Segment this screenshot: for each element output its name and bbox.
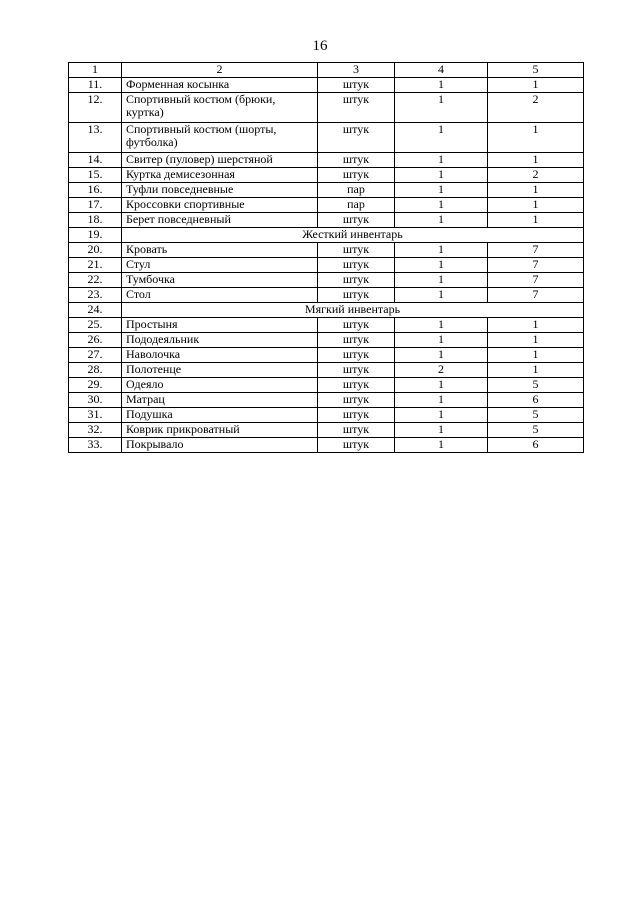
item-name-cell: Куртка демисезонная (122, 168, 318, 183)
header-cell: 2 (122, 63, 318, 78)
term-cell: 5 (488, 378, 584, 393)
item-name-cell: Туфли повседневные (122, 183, 318, 198)
quantity-cell: 1 (395, 198, 488, 213)
term-cell: 5 (488, 423, 584, 438)
item-name-cell: Полотенце (122, 363, 318, 378)
item-name-cell: Стол (122, 288, 318, 303)
item-name-cell: Свитер (пуловер) шерстяной (122, 153, 318, 168)
quantity-cell: 1 (395, 408, 488, 423)
table-row (69, 423, 584, 438)
quantity-cell: 1 (395, 183, 488, 198)
term-cell: 7 (488, 273, 584, 288)
term-cell: 1 (488, 78, 584, 93)
table-row (69, 363, 584, 378)
item-name-cell: Спортивный костюм (брюки, куртка) (122, 93, 318, 123)
table-row (69, 438, 584, 453)
quantity-cell: 1 (395, 393, 488, 408)
table-row (69, 243, 584, 258)
unit-cell: штук (318, 168, 395, 183)
term-cell: 1 (488, 153, 584, 168)
header-cell: 5 (488, 63, 584, 78)
term-cell: 1 (488, 123, 584, 153)
table-row (69, 348, 584, 363)
table-row (69, 213, 584, 228)
table-row (69, 258, 584, 273)
item-name-cell: Стул (122, 258, 318, 273)
quantity-cell: 1 (395, 153, 488, 168)
unit-cell: штук (318, 123, 395, 153)
row-number-cell: 31. (69, 408, 122, 423)
item-name-cell: Покрывало (122, 438, 318, 453)
table-header-row (69, 63, 584, 78)
unit-cell: штук (318, 213, 395, 228)
row-number-cell: 25. (69, 318, 122, 333)
unit-cell: пар (318, 198, 395, 213)
quantity-cell: 1 (395, 288, 488, 303)
term-cell: 7 (488, 288, 584, 303)
term-cell: 2 (488, 168, 584, 183)
table-row (69, 378, 584, 393)
quantity-cell: 1 (395, 423, 488, 438)
table-row (69, 198, 584, 213)
header-cell: 4 (395, 63, 488, 78)
term-cell: 7 (488, 258, 584, 273)
item-name-cell: Форменная косынка (122, 78, 318, 93)
unit-cell: штук (318, 273, 395, 288)
item-name-cell: Тумбочка (122, 273, 318, 288)
table-row (69, 153, 584, 168)
quantity-cell: 1 (395, 213, 488, 228)
quantity-cell: 1 (395, 123, 488, 153)
quantity-cell: 1 (395, 258, 488, 273)
table-row (69, 318, 584, 333)
item-name-cell: Подушка (122, 408, 318, 423)
unit-cell: штук (318, 153, 395, 168)
row-number-cell: 32. (69, 423, 122, 438)
item-name-cell: Кроссовки спортивные (122, 198, 318, 213)
row-number-cell: 26. (69, 333, 122, 348)
quantity-cell: 1 (395, 333, 488, 348)
item-name-cell: Спортивный костюм (шорты, футболка) (122, 123, 318, 153)
quantity-cell: 1 (395, 318, 488, 333)
item-name-cell: Коврик прикроватный (122, 423, 318, 438)
table-row (69, 273, 584, 288)
table-row (69, 288, 584, 303)
term-cell: 1 (488, 348, 584, 363)
inventory-table (68, 62, 584, 453)
unit-cell: штук (318, 423, 395, 438)
table-row (69, 168, 584, 183)
row-number-cell: 19. (69, 228, 122, 243)
item-name-cell: Пододеяльник (122, 333, 318, 348)
table-row (69, 183, 584, 198)
quantity-cell: 1 (395, 438, 488, 453)
unit-cell: штук (318, 318, 395, 333)
row-number-cell: 21. (69, 258, 122, 273)
row-number-cell: 11. (69, 78, 122, 93)
row-number-cell: 17. (69, 198, 122, 213)
page-number: 16 (312, 38, 328, 54)
section-row (69, 228, 584, 243)
table-row (69, 93, 584, 123)
unit-cell: штук (318, 78, 395, 93)
row-number-cell: 33. (69, 438, 122, 453)
table-row (69, 78, 584, 93)
row-number-cell: 22. (69, 273, 122, 288)
unit-cell: пар (318, 183, 395, 198)
quantity-cell: 1 (395, 78, 488, 93)
row-number-cell: 18. (69, 213, 122, 228)
row-number-cell: 28. (69, 363, 122, 378)
term-cell: 1 (488, 333, 584, 348)
section-row (69, 303, 584, 318)
row-number-cell: 30. (69, 393, 122, 408)
section-title-cell: Мягкий инвентарь (122, 303, 584, 318)
quantity-cell: 1 (395, 273, 488, 288)
unit-cell: штук (318, 333, 395, 348)
unit-cell: штук (318, 363, 395, 378)
item-name-cell: Матрац (122, 393, 318, 408)
unit-cell: штук (318, 378, 395, 393)
term-cell: 1 (488, 183, 584, 198)
header-cell: 3 (318, 63, 395, 78)
quantity-cell: 1 (395, 93, 488, 123)
quantity-cell: 2 (395, 363, 488, 378)
term-cell: 1 (488, 318, 584, 333)
row-number-cell: 14. (69, 153, 122, 168)
row-number-cell: 13. (69, 123, 122, 153)
table-row (69, 333, 584, 348)
section-title-cell: Жесткий инвентарь (122, 228, 584, 243)
row-number-cell: 15. (69, 168, 122, 183)
unit-cell: штук (318, 408, 395, 423)
term-cell: 6 (488, 438, 584, 453)
row-number-cell: 23. (69, 288, 122, 303)
term-cell: 2 (488, 93, 584, 123)
table-row (69, 123, 584, 153)
item-name-cell: Простыня (122, 318, 318, 333)
item-name-cell: Берет повседневный (122, 213, 318, 228)
unit-cell: штук (318, 258, 395, 273)
term-cell: 5 (488, 408, 584, 423)
table-row (69, 393, 584, 408)
quantity-cell: 1 (395, 348, 488, 363)
term-cell: 1 (488, 363, 584, 378)
item-name-cell: Наволочка (122, 348, 318, 363)
item-name-cell: Одеяло (122, 378, 318, 393)
row-number-cell: 16. (69, 183, 122, 198)
row-number-cell: 29. (69, 378, 122, 393)
unit-cell: штук (318, 288, 395, 303)
row-number-cell: 24. (69, 303, 122, 318)
unit-cell: штук (318, 243, 395, 258)
row-number-cell: 27. (69, 348, 122, 363)
quantity-cell: 1 (395, 378, 488, 393)
table-row (69, 408, 584, 423)
term-cell: 1 (488, 198, 584, 213)
quantity-cell: 1 (395, 243, 488, 258)
row-number-cell: 20. (69, 243, 122, 258)
term-cell: 6 (488, 393, 584, 408)
row-number-cell: 12. (69, 93, 122, 123)
unit-cell: штук (318, 93, 395, 123)
quantity-cell: 1 (395, 168, 488, 183)
unit-cell: штук (318, 438, 395, 453)
unit-cell: штук (318, 348, 395, 363)
item-name-cell: Кровать (122, 243, 318, 258)
header-cell: 1 (69, 63, 122, 78)
term-cell: 7 (488, 243, 584, 258)
term-cell: 1 (488, 213, 584, 228)
unit-cell: штук (318, 393, 395, 408)
